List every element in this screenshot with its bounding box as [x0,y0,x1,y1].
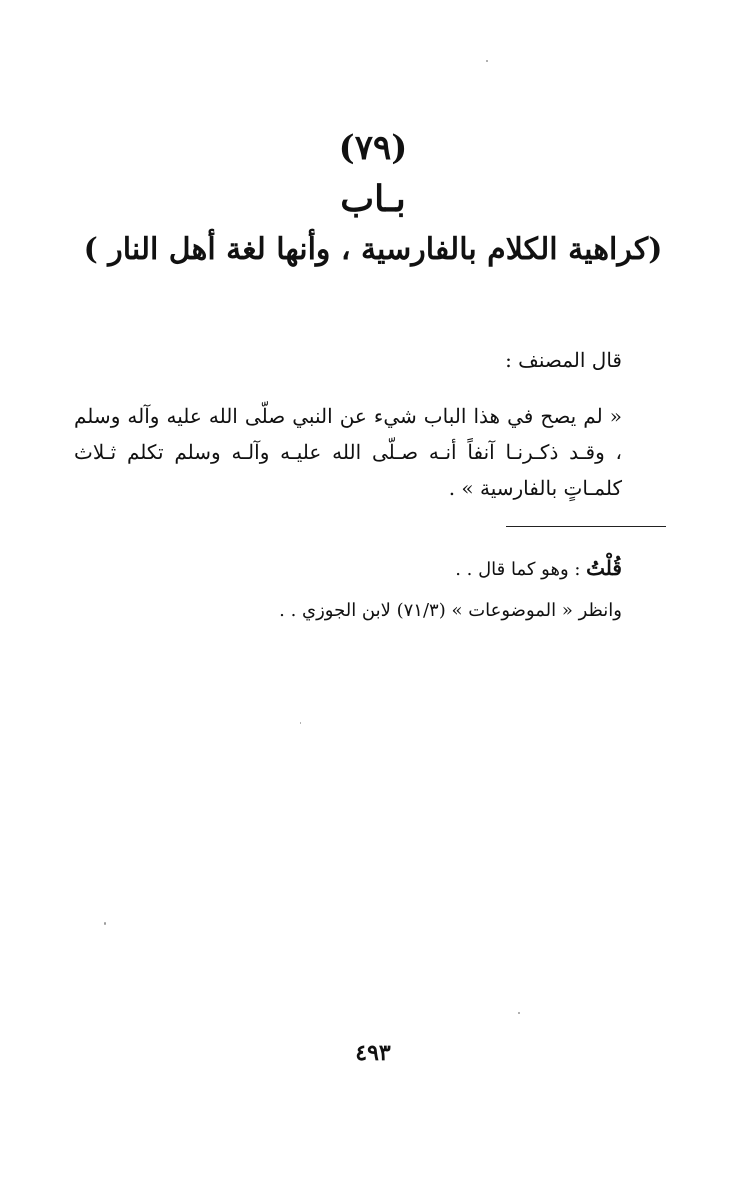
commentary-text: : وهو كما قال . . [455,559,587,580]
commentary-line [455,556,622,580]
author-label: قال المصنف : [505,348,622,372]
footnote-divider [506,526,666,527]
chapter-title: (كراهية الكلام بالفارسية ، وأنها لغة أهل النار ) [83,232,663,267]
chapter-bab-label: بـاب [340,178,406,220]
scan-speck [486,60,488,62]
qultu-word: قُلْتُ [586,556,622,580]
scan-speck [104,922,106,925]
scan-speck [518,1012,520,1014]
quote-paragraph: « لم يصح في هذا الباب شيء عن النبي صلّى الله عليه وآله وسلم ، وقـد ذكـرنـا آنفاً أنـه صـلّى الله عليـه وآلـه وسلم تكلم ثـلاث كلمـاتٍ بالفارسية » . [74,404,622,500]
page-number: ٤٩٣ [355,1040,391,1066]
reference-line: وانظر « الموضوعات » (٧١/٣) لابن الجوزي . . [279,600,622,621]
chapter-number: (٧٩) [338,128,408,168]
scan-speck [300,722,301,724]
